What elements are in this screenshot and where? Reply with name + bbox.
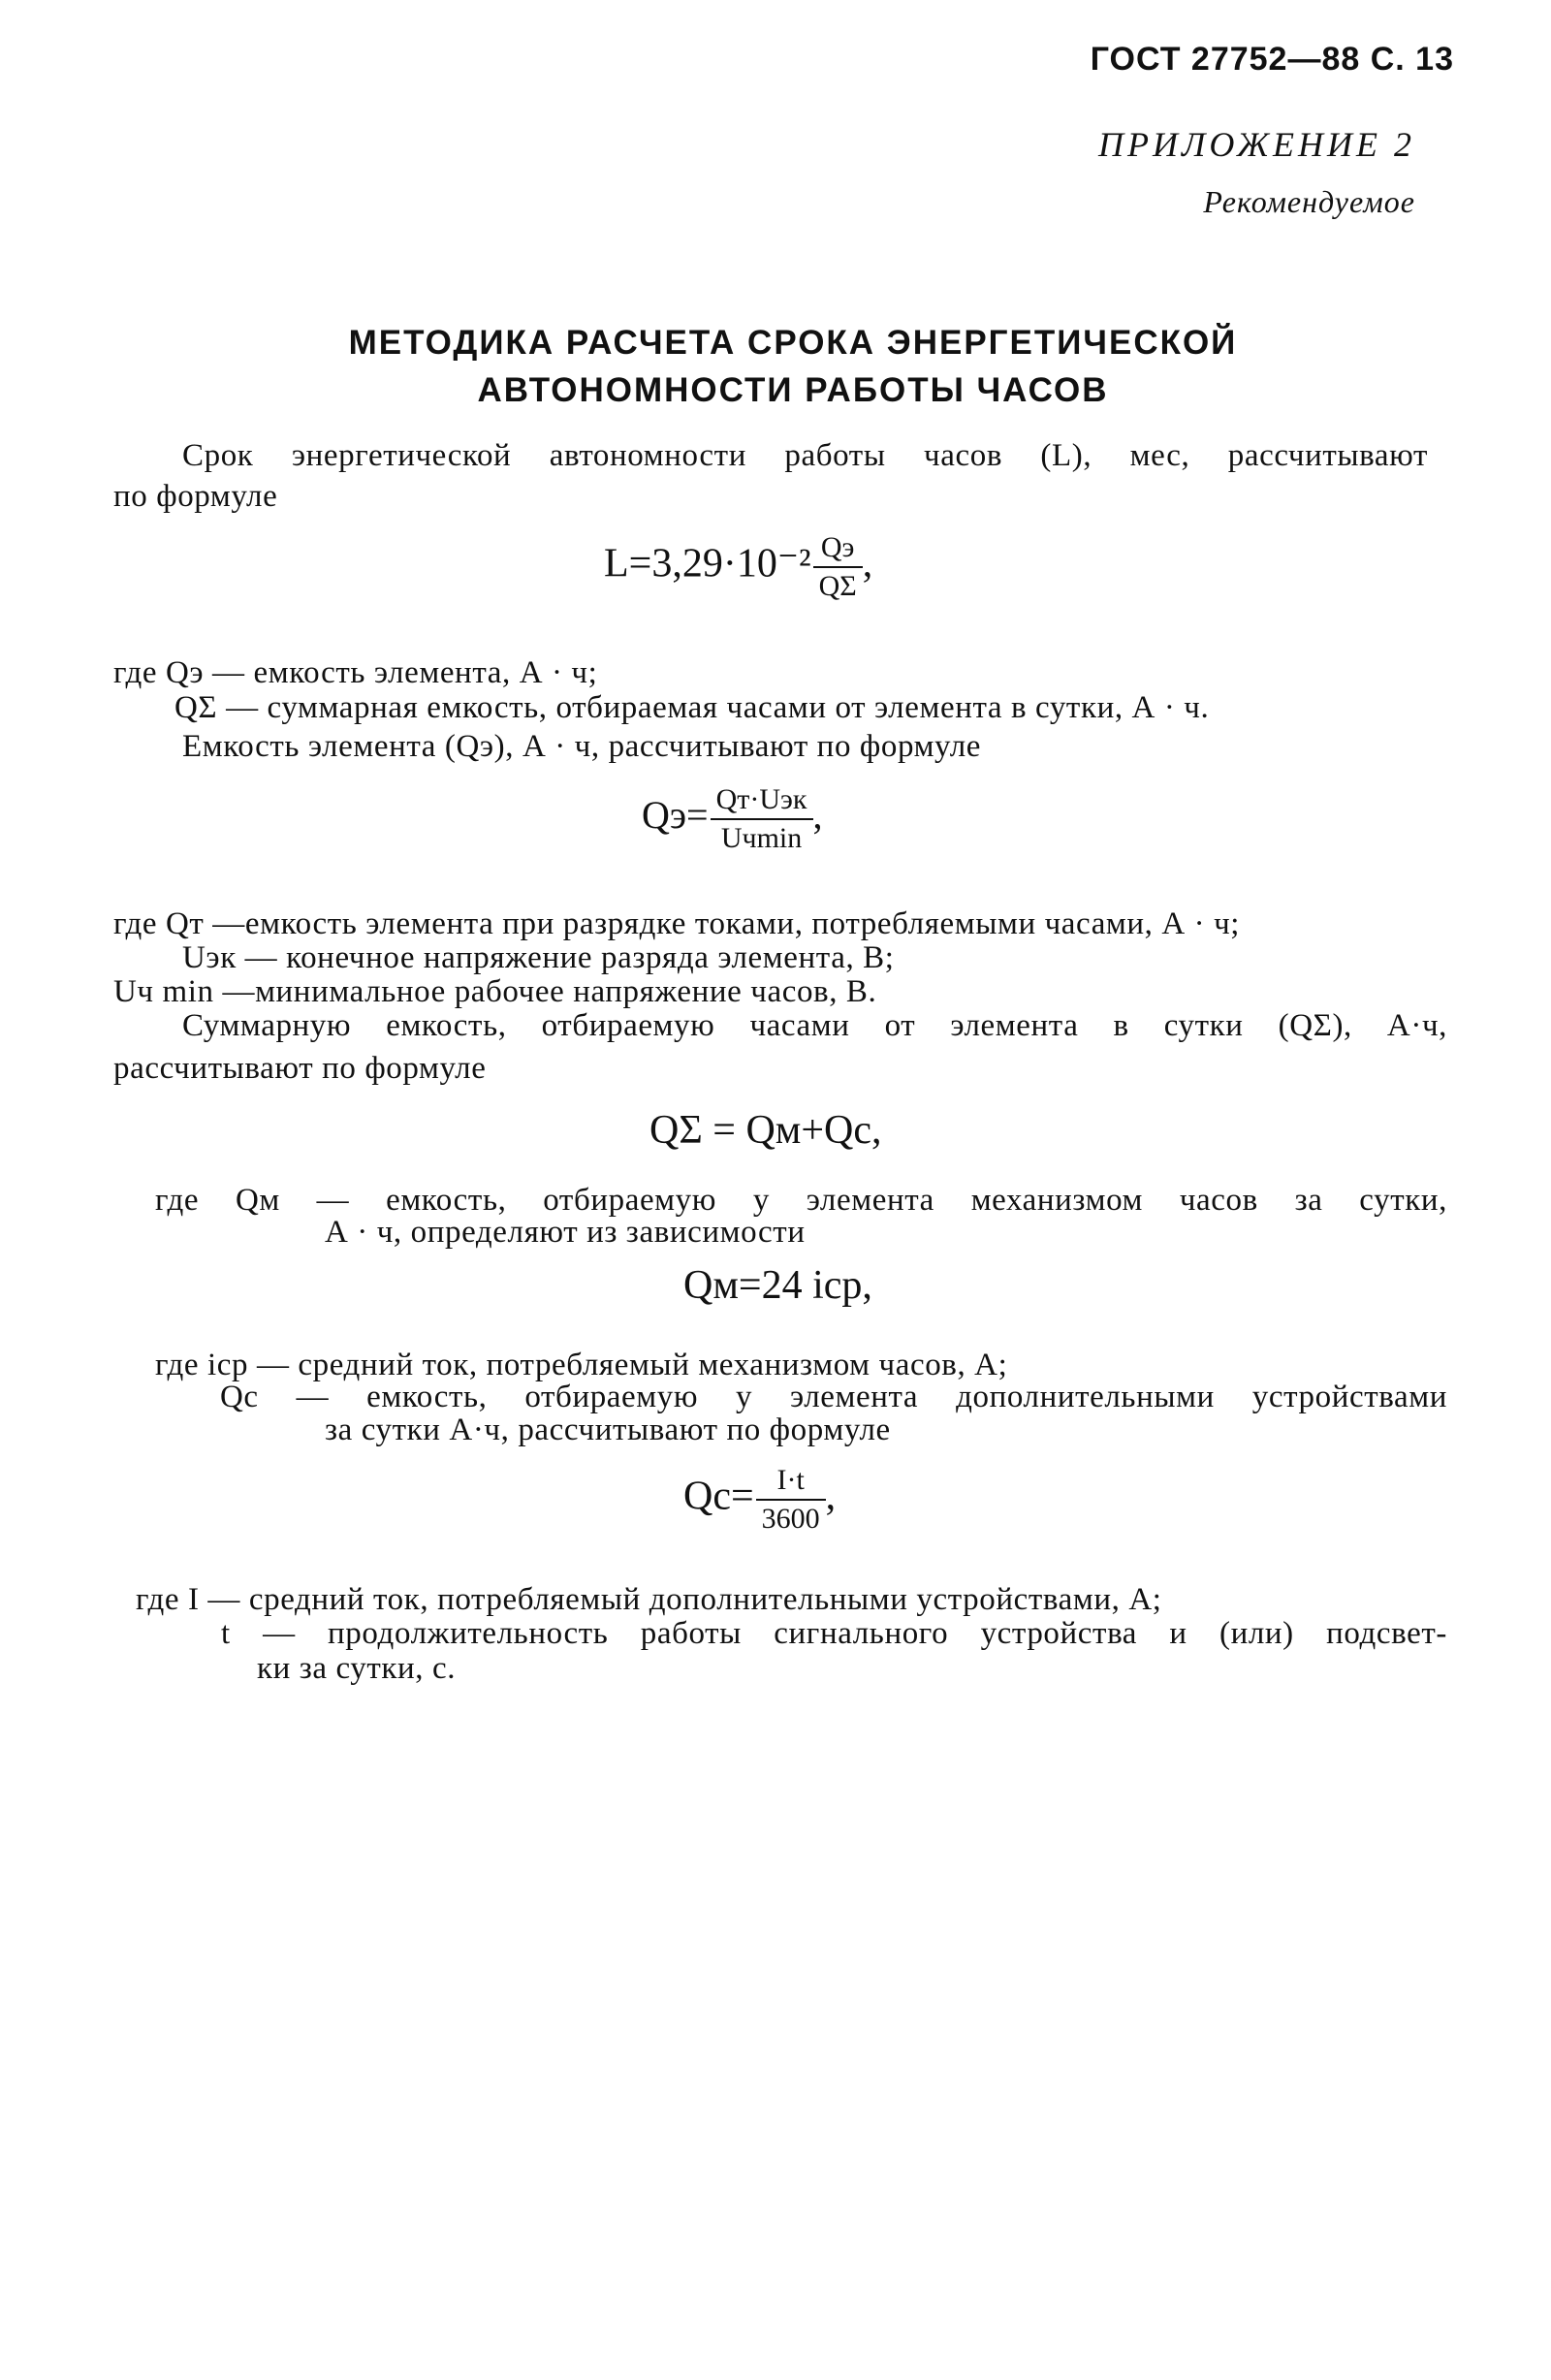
formula-capacity-fraction xyxy=(711,783,813,855)
where2-line2: Uэк — конечное напряжение разряда элемента, В; xyxy=(182,940,895,975)
where3-line2: А · ч, определяют из зависимости xyxy=(325,1215,806,1250)
where5-line1: где I — средний ток, потребляемый дополнительными устройствами, А; xyxy=(136,1582,1162,1617)
formula-device-numerator: I·t xyxy=(756,1464,826,1501)
formula-total-capacity: QΣ = Qм+Qс, xyxy=(649,1108,882,1153)
where5-line2: t — продолжительность работы сигнального устройства и (или) подсвет- xyxy=(221,1616,1447,1651)
formula-autonomy-tail: , xyxy=(862,541,873,587)
formula-autonomy xyxy=(604,531,872,603)
formula-device-denominator: 3600 xyxy=(761,1503,820,1535)
formula-device-fraction xyxy=(756,1464,826,1536)
formula-autonomy-denominator: QΣ xyxy=(818,570,857,602)
formula-capacity-numerator: Qт·Uэк xyxy=(711,783,813,820)
formula-element-capacity xyxy=(642,783,823,855)
where3-line1: где Qм — емкость, отбираемую у элемента механизмом часов за сутки, xyxy=(155,1183,1447,1218)
where2-line3: Uч min —минимальное рабочее напряжение часов, В. xyxy=(113,974,877,1009)
formula-autonomy-fraction xyxy=(813,531,863,603)
document-reference: ГОСТ 27752—88 С. 13 xyxy=(1090,41,1454,78)
formula-capacity-denominator: Uчmin xyxy=(720,822,803,854)
where4-line1: где iср — средний ток, потребляемый механизмом часов, А; xyxy=(155,1348,1008,1382)
formula-autonomy-numerator: Qэ xyxy=(813,531,863,568)
formula-autonomy-lhs: L=3,29·10⁻² xyxy=(604,541,811,587)
where4-line2: Qс — емкость, отбираемую у элемента дополнительными устройствами xyxy=(220,1380,1447,1414)
formula-device-capacity xyxy=(683,1464,836,1536)
where2-line1: где Qт —емкость элемента при разрядке токами, потребляемыми часами, А · ч; xyxy=(113,906,1241,941)
where2-line5: рассчитывают по формуле xyxy=(113,1051,487,1086)
formula-device-lhs: Qс= xyxy=(683,1474,754,1519)
where4-line3: за сутки А·ч, рассчитывают по формуле xyxy=(325,1412,891,1447)
section-title-line1: МЕТОДИКА РАСЧЕТА СРОКА ЭНЕРГЕТИЧЕСКОЙ xyxy=(348,324,1238,362)
where1-line3: Емкость элемента (Qэ), А · ч, рассчитывают по формуле xyxy=(182,729,982,764)
intro-line2: по формуле xyxy=(113,479,278,514)
formula-mechanism-capacity: Qм=24 iср, xyxy=(683,1263,872,1308)
intro-line1: Срок энергетической автономности работы часов (L), мес, рассчитывают xyxy=(182,438,1428,473)
annex-label: ПРИЛОЖЕНИЕ 2 xyxy=(1098,125,1415,164)
formula-capacity-lhs: Qэ= xyxy=(642,793,709,838)
where1-line2: QΣ — суммарная емкость, отбираемая часами от элемента в сутки, А · ч. xyxy=(174,690,1210,725)
annex-status: Рекомендуемое xyxy=(1203,184,1415,219)
section-title-line2: АВТОНОМНОСТИ РАБОТЫ ЧАСОВ xyxy=(477,371,1109,409)
formula-capacity-tail: , xyxy=(812,793,823,838)
where1-line1: где Qэ — емкость элемента, А · ч; xyxy=(113,655,598,690)
where2-line4: Суммарную емкость, отбираемую часами от элемента в сутки (QΣ), А·ч, xyxy=(182,1008,1447,1043)
formula-device-tail: , xyxy=(825,1474,837,1519)
where5-line3: ки за сутки, с. xyxy=(257,1651,457,1686)
